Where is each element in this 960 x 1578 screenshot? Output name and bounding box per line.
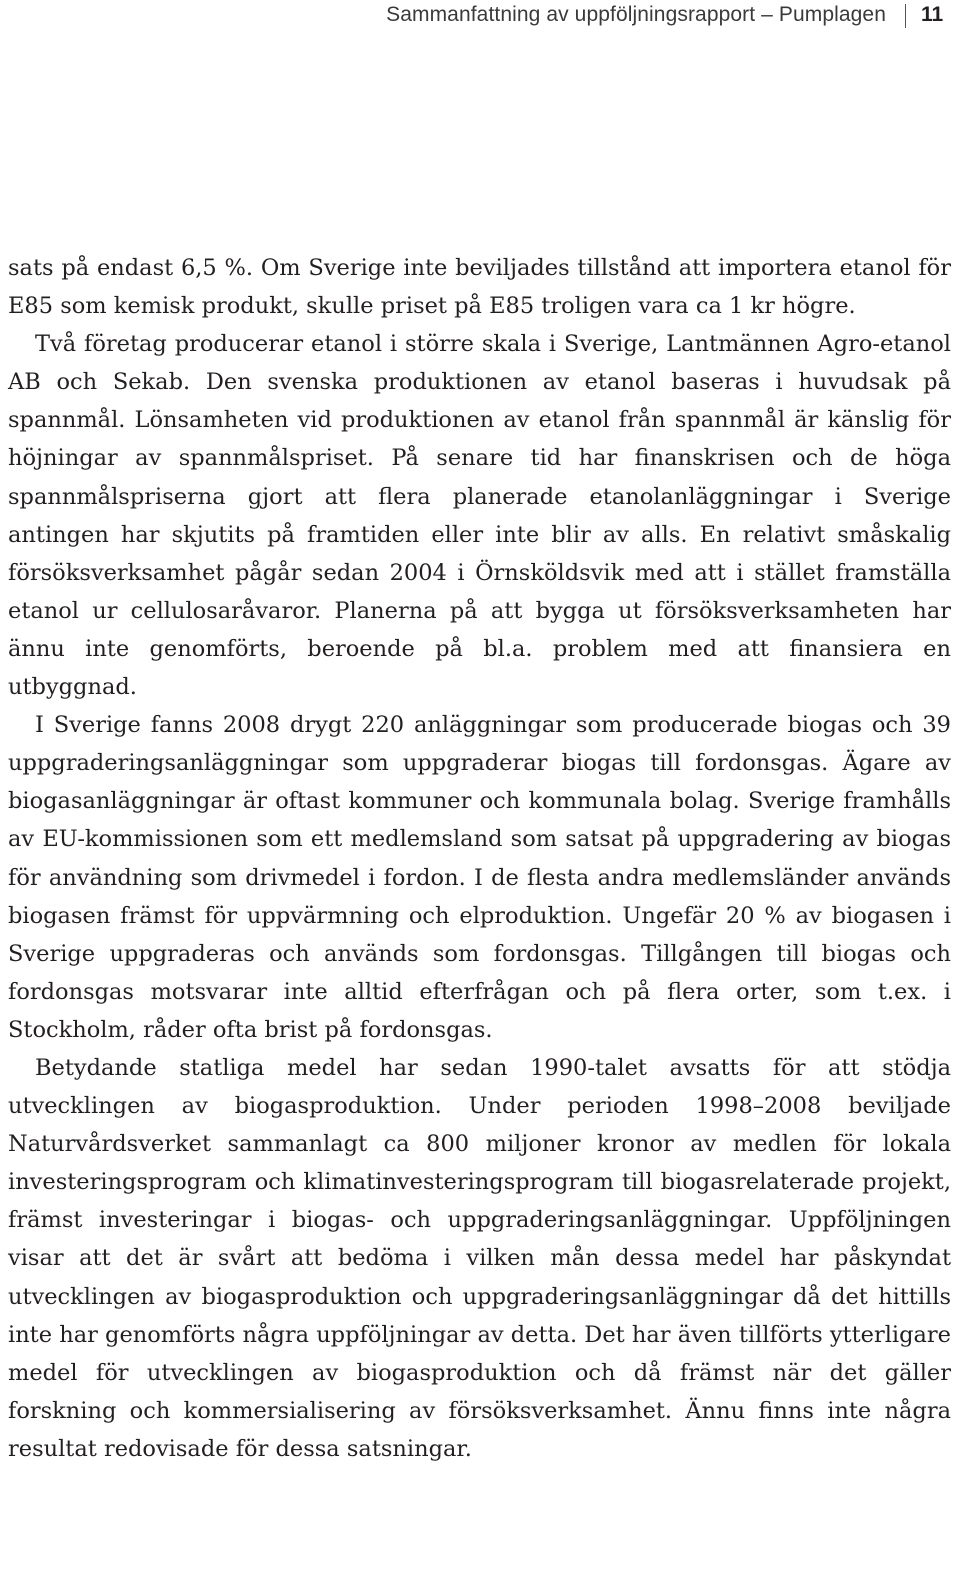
paragraph-biogas-plants: I Sverige fanns 2008 drygt 220 anläggningar som producerade biogas och 39 uppgraderingsanläggningar som uppgraderar biogas till fordonsgas. Ägare av biogasanläggningar är oftast kommuner och kommunala bolag. Sverige framhålls av EU-kommissionen som ett medlemsland som satsat på uppgradering av biogas för användning som drivmedel i fordon. I de flesta andra medlemsländer används biogasen främst för uppvärmning och elproduktion. Ungefär 20 % av biogasen i Sverige uppgraderas och används som fordonsgas. Tillgången till biogas och fordonsgas motsvarar inte alltid efterfrågan och på flera orter, som t.ex. i Stockholm, råder ofta brist på fordonsgas. [8, 712, 951, 1043]
running-header-title: Sammanfattning av uppföljningsrapport – Pumplagen [386, 3, 886, 26]
page-number: 11 [921, 3, 944, 26]
paragraph-continued: sats på endast 6,5 %. Om Sverige inte beviljades tillstånd att importera etanol för E85 som kemisk produkt, skulle priset på E85 troligen vara ca 1 kr högre. [8, 255, 951, 320]
running-header [0, 0, 960, 34]
header-divider [905, 4, 906, 28]
paragraph-etanol-production: Två företag producerar etanol i större skala i Sverige, Lantmännen Agro-etanol AB och Sekab. Den svenska produktionen av etanol baseras i huvudsak på spannmål. Lönsamheten vid produktionen av etanol från spannmål är känslig för höjningar av spannmålspriset. På senare tid har finanskrisen och de höga spannmålspriserna gjort att flera planerade etanolanläggningar i Sverige antingen har skjutits på framtiden eller inte blir av alls. En relativt småskalig försöksverksamhet pågår sedan 2004 i Örnsköldsvik med att i stället framställa etanol ur cellulosaråvaror. Planerna på att bygga ut försöksverksamheten har ännu inte genomförts, beroende på bl.a. problem med att finansiera en utbyggnad. [8, 331, 951, 701]
body-text [8, 249, 951, 1468]
paragraph-state-funding: Betydande statliga medel har sedan 1990-talet avsatts för att stödja utvecklingen av biogasproduktion. Under perioden 1998–2008 beviljade Naturvårdsverket sammanlagt ca 800 miljoner kronor av medlen för lokala investeringsprogram och klimatinvesteringsprogram till biogasrelaterade projekt, främst investeringar i biogas- och uppgraderingsanläggningar. Uppföljningen visar att det är svårt att bedöma i vilken mån dessa medel har påskyndat utvecklingen av biogasproduktion och uppgraderingsanläggningar då det hittills inte har genomförts några uppföljningar av detta. Det har även tillförts ytterligare medel för utvecklingen av biogasproduktion och då främst när det gäller forskning och kommersialisering av försöksverksamhet. Ännu finns inte några resultat redovisade för dessa satsningar. [8, 1054, 951, 1462]
